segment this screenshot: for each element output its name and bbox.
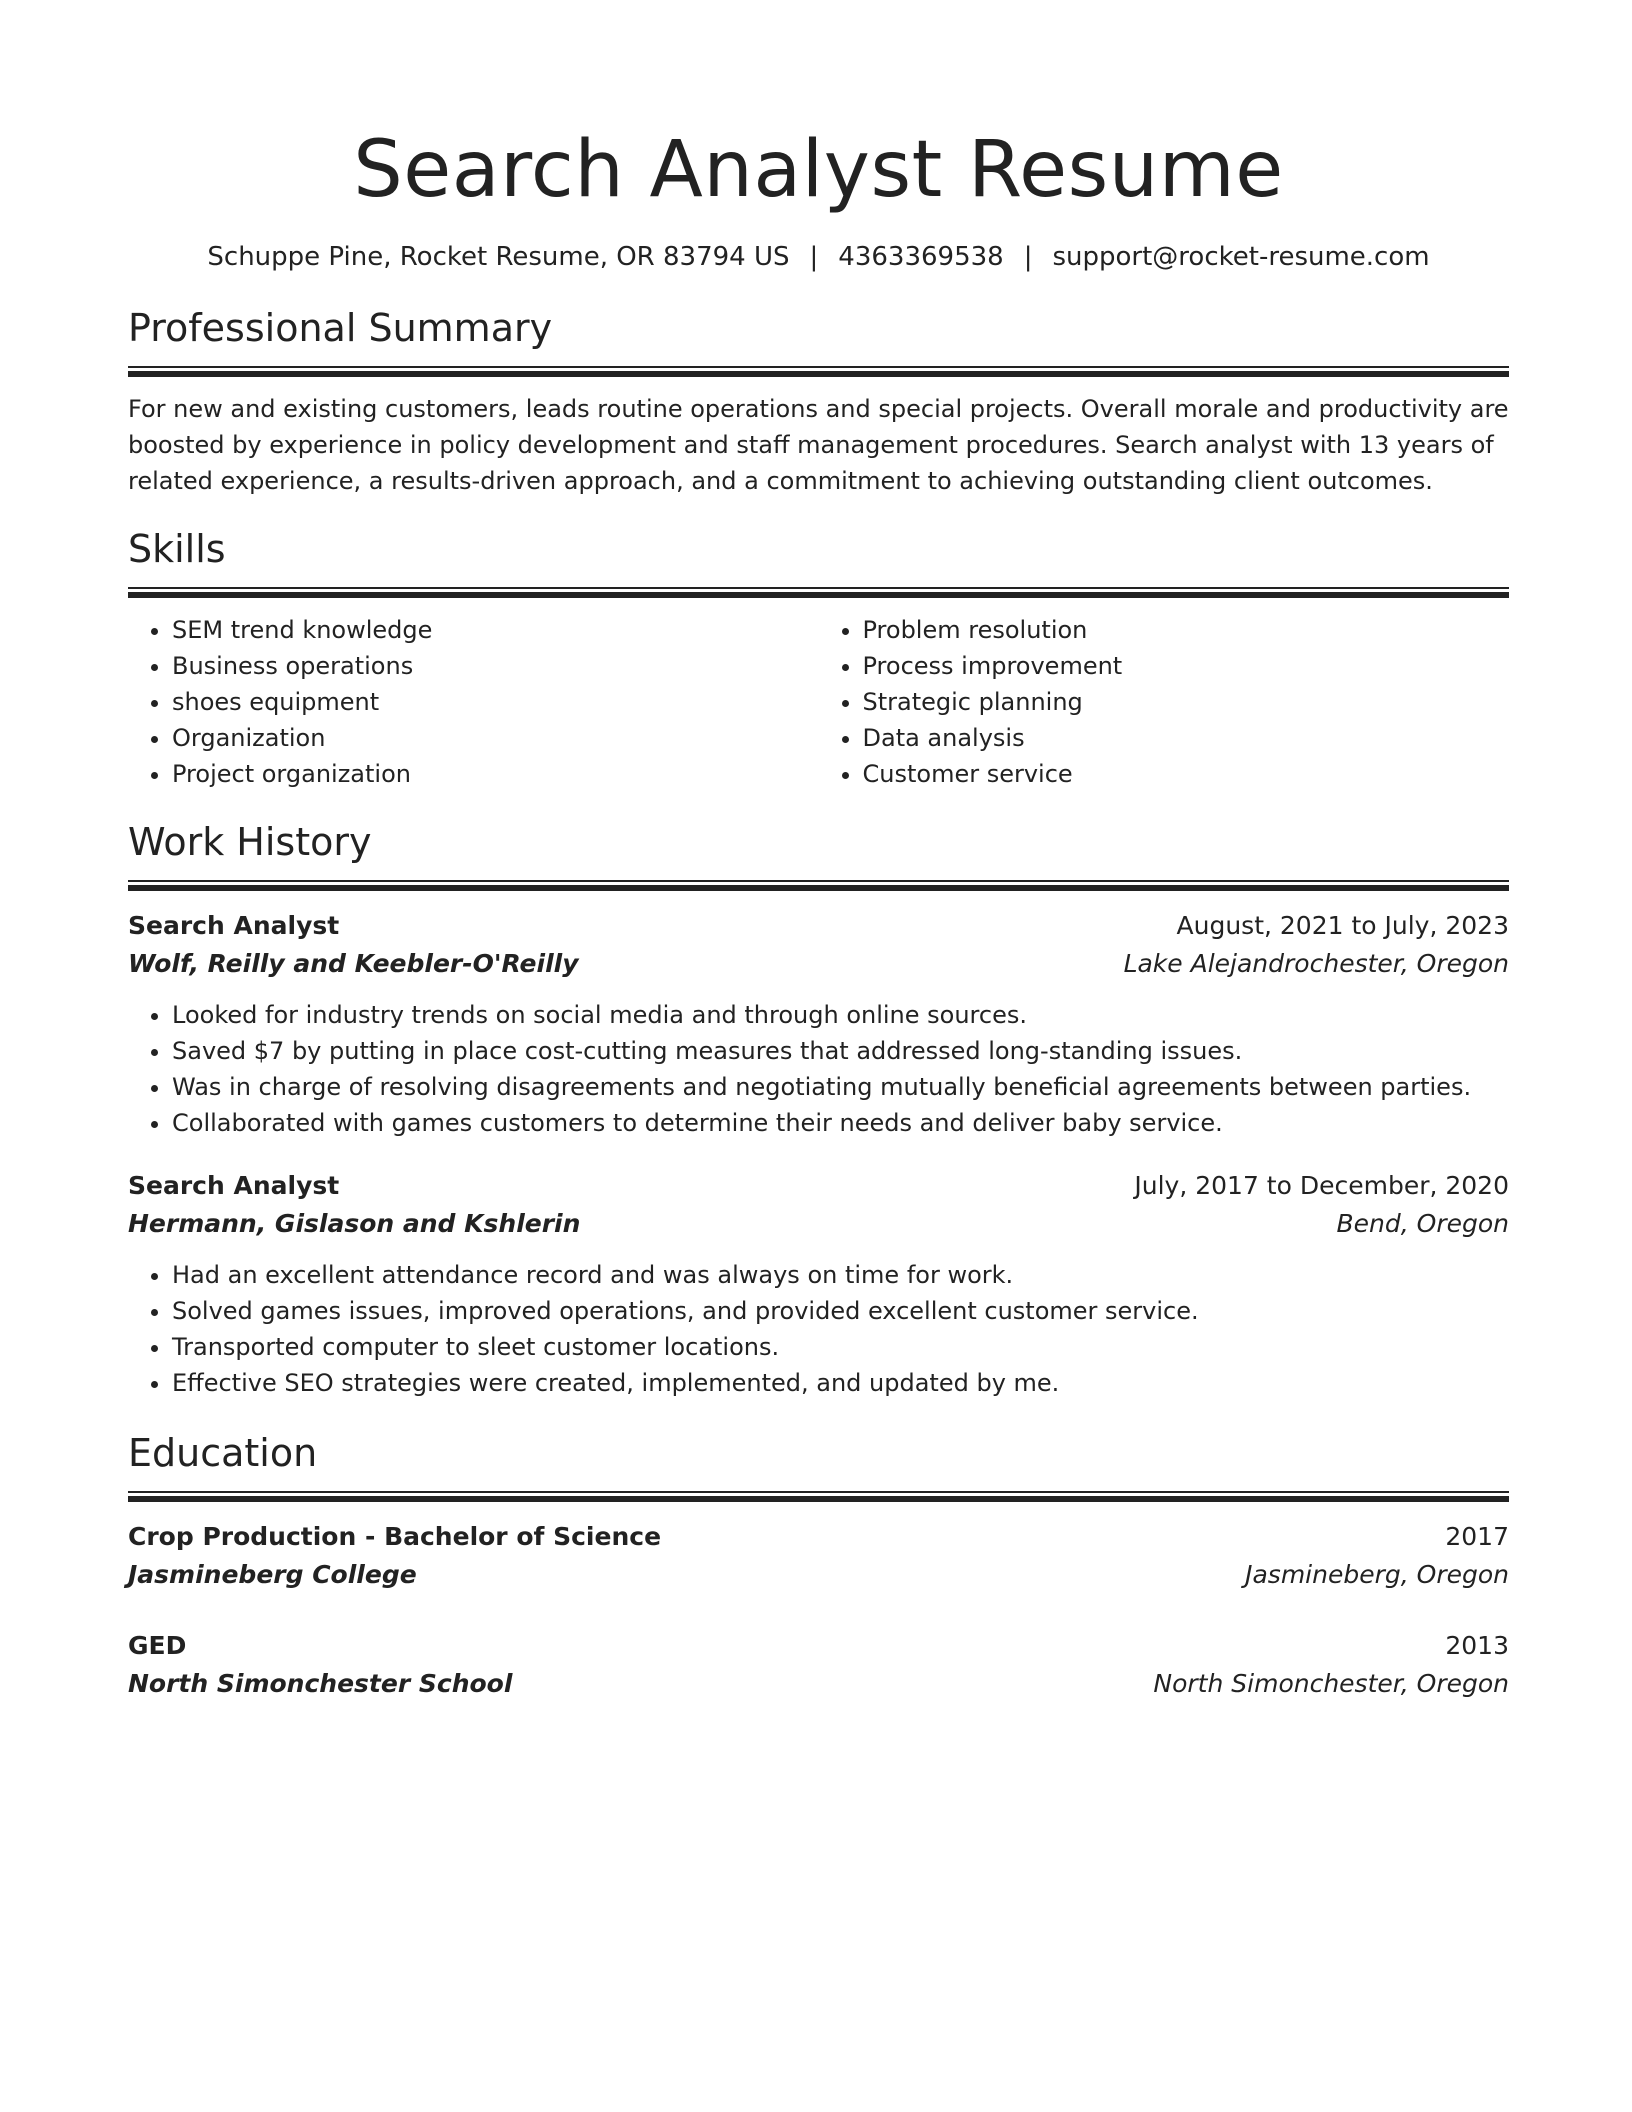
skill-item: • Process improvement xyxy=(863,648,1510,684)
job-bullet: • Solved games issues, improved operations, and provided excellent customer service. xyxy=(172,1293,1509,1329)
job-dates: August, 2021 to July, 2023 xyxy=(1176,911,1509,940)
job-entry xyxy=(128,1167,1509,1401)
education-degree: Crop Production - Bachelor of Science xyxy=(128,1522,662,1551)
contact-separator: | xyxy=(809,242,819,272)
skill-item: • Customer service xyxy=(863,756,1510,792)
education-subheader xyxy=(128,1665,1509,1703)
skill-item: • Strategic planning xyxy=(863,684,1510,720)
skill-item: • Organization xyxy=(172,720,819,756)
skill-item: • SEM trend knowledge xyxy=(172,612,819,648)
skills-list-left xyxy=(128,612,819,792)
job-header xyxy=(128,1167,1509,1205)
job-location: Lake Alejandrochester, Oregon xyxy=(1123,949,1509,978)
job-bullet: • Was in charge of resolving disagreements and negotiating mutually beneficial agreements between parties. xyxy=(172,1069,1509,1105)
skills-heading: Skills xyxy=(128,527,226,571)
job-bullets xyxy=(128,997,1509,1141)
section-divider xyxy=(128,366,1509,377)
summary-section xyxy=(128,304,1509,499)
education-entry xyxy=(128,1518,1509,1594)
contact-phone: 4363369538 xyxy=(838,242,1004,272)
contact-address: Schuppe Pine, Rocket Resume, OR 83794 US xyxy=(207,242,790,272)
skill-item: • shoes equipment xyxy=(172,684,819,720)
section-divider xyxy=(128,880,1509,891)
section-divider xyxy=(128,587,1509,598)
education-location: North Simonchester, Oregon xyxy=(1153,1669,1509,1698)
education-section xyxy=(128,1429,1509,1703)
job-location: Bend, Oregon xyxy=(1336,1209,1509,1238)
contact-line xyxy=(128,240,1509,274)
job-header xyxy=(128,907,1509,945)
contact-separator: | xyxy=(1023,242,1033,272)
summary-text: For new and existing customers, leads routine operations and special projects. Overall morale and productivity are boosted by experience in policy development and staff management procedures. Search analyst with 13 years of related experience, a results-driven approach, and a commitment to achieving outstanding client outcomes. xyxy=(128,395,1509,495)
education-school: North Simonchester School xyxy=(128,1669,513,1698)
work-heading: Work History xyxy=(128,820,372,864)
job-entry xyxy=(128,907,1509,1141)
job-title: Search Analyst xyxy=(128,1171,340,1200)
education-header xyxy=(128,1627,1509,1665)
skills-section xyxy=(128,525,1509,792)
section-divider xyxy=(128,1491,1509,1502)
job-title: Search Analyst xyxy=(128,911,340,940)
education-location: Jasmineberg, Oregon xyxy=(1245,1560,1509,1589)
job-dates: July, 2017 to December, 2020 xyxy=(1134,1171,1509,1200)
skills-list-right xyxy=(819,612,1510,792)
job-bullet: • Effective SEO strategies were created, implemented, and updated by me. xyxy=(172,1365,1509,1401)
education-year: 2013 xyxy=(1445,1631,1509,1660)
skills-columns xyxy=(128,612,1509,792)
job-subheader xyxy=(128,1205,1509,1243)
skill-item: • Problem resolution xyxy=(863,612,1510,648)
work-section xyxy=(128,818,1509,1401)
job-bullet: • Looked for industry trends on social media and through online sources. xyxy=(172,997,1509,1033)
job-bullets xyxy=(128,1257,1509,1401)
education-heading: Education xyxy=(128,1431,318,1475)
skill-item: • Data analysis xyxy=(863,720,1510,756)
contact-email: support@rocket-resume.com xyxy=(1052,242,1430,272)
skill-item: • Project organization xyxy=(172,756,819,792)
education-entry xyxy=(128,1627,1509,1703)
job-company: Wolf, Reilly and Keebler-O'Reilly xyxy=(128,949,579,978)
job-subheader xyxy=(128,945,1509,983)
page-title: Search Analyst Resume xyxy=(353,125,1284,215)
education-year: 2017 xyxy=(1445,1522,1509,1551)
job-company: Hermann, Gislason and Kshlerin xyxy=(128,1209,581,1238)
skill-item: • Business operations xyxy=(172,648,819,684)
job-bullet: • Had an excellent attendance record and was always on time for work. xyxy=(172,1257,1509,1293)
education-school: Jasmineberg College xyxy=(128,1560,417,1589)
summary-heading: Professional Summary xyxy=(128,306,553,350)
job-bullet: • Saved $7 by putting in place cost-cutting measures that addressed long-standing issues. xyxy=(172,1033,1509,1069)
job-bullet: • Transported computer to sleet customer locations. xyxy=(172,1329,1509,1365)
education-degree: GED xyxy=(128,1631,187,1660)
education-subheader xyxy=(128,1556,1509,1594)
job-bullet: • Collaborated with games customers to determine their needs and deliver baby service. xyxy=(172,1105,1509,1141)
education-header xyxy=(128,1518,1509,1556)
